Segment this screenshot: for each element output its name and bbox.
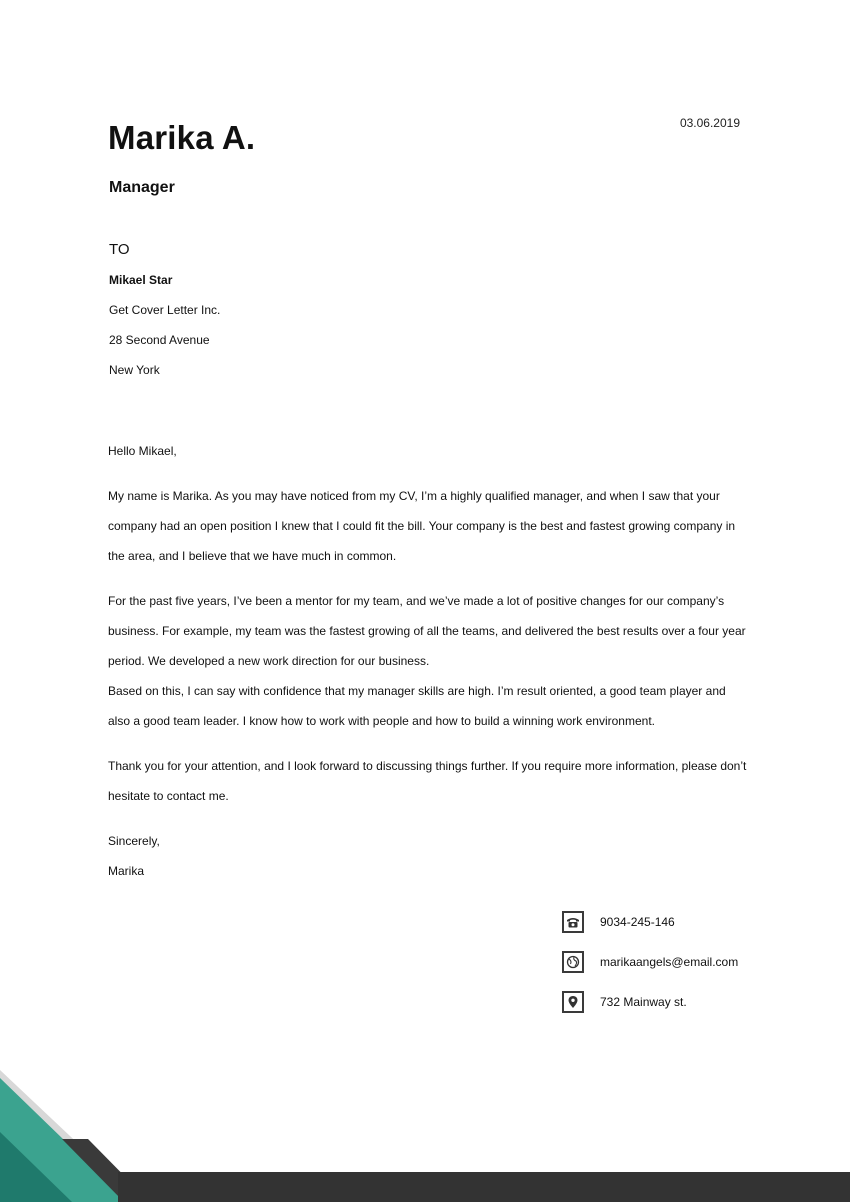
street-address: 732 Mainway st. (600, 995, 687, 1009)
recipient-name: Mikael Star (109, 273, 173, 287)
letter-body (108, 436, 748, 886)
body-paragraph: My name is Marika. As you may have noticed from my CV, I’m a highly qualified manager, and when I saw that your company had an open position I knew that I could fit the bill. Your company is the best and fastest growing company in the area, and I believe that we have much in common. (108, 489, 736, 563)
phone-number: 9034-245-146 (600, 915, 675, 929)
body-paragraph: Thank you for your attention, and I look forward to discussing things further. If you require more information, please don’t hesitate to contact me. (108, 759, 747, 803)
contact-address (562, 989, 687, 1015)
greeting: Hello Mikael, (108, 444, 177, 458)
contact-phone (562, 909, 675, 935)
signature: Marika (108, 864, 145, 878)
body-paragraph: Based on this, I can say with confidence that my manager skills are high. I’m result oriented, a good team player and also a good team leader. I know how to work with people and how to build a winning work environment. (108, 684, 726, 728)
location-pin-icon (562, 991, 584, 1013)
footer-decoration (0, 1060, 850, 1202)
job-title: Manager (109, 179, 175, 196)
contact-email (562, 949, 738, 975)
email-address[interactable]: marikaangels@email.com (600, 955, 739, 969)
phone-icon (562, 911, 584, 933)
globe-icon (562, 951, 584, 973)
recipient-label: TO (109, 241, 130, 258)
letter-date: 03.06.2019 (679, 116, 740, 130)
footer-bar (118, 1172, 850, 1202)
sender-name: Marika A. (108, 119, 256, 156)
closing: Sincerely, (108, 834, 160, 848)
body-paragraph: For the past five years, I’ve been a mentor for my team, and we’ve made a lot of positive changes for our company’s business. For example, my team was the fastest growing of all the teams, and delivered the best results over a four year period. We developed a new work direction for our business. (108, 594, 746, 668)
recipient-street: 28 Second Avenue (109, 333, 210, 347)
recipient-company: Get Cover Letter Inc. (109, 303, 221, 317)
recipient-city: New York (109, 363, 160, 377)
